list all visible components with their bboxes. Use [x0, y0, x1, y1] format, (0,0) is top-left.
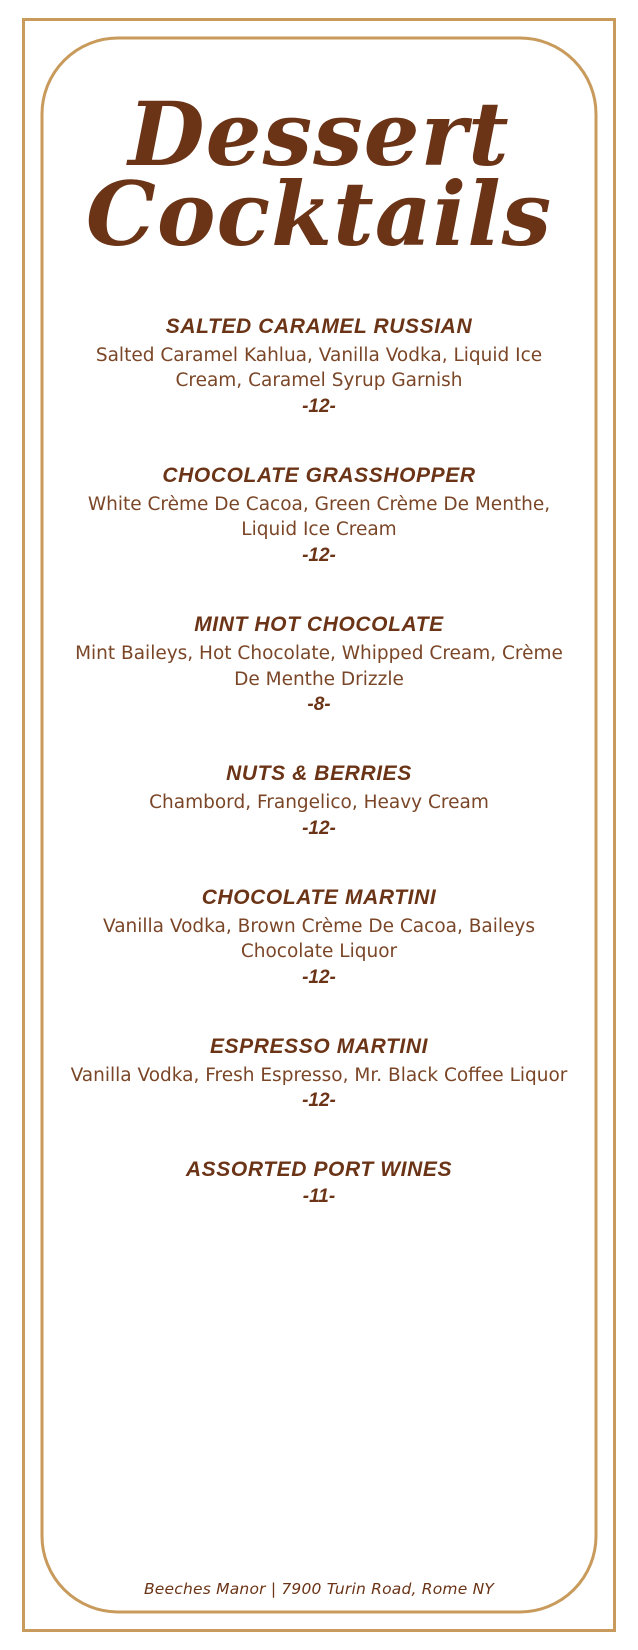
- menu-item-price: -12-: [302, 395, 336, 417]
- menu-item-description: Salted Caramel Kahlua, Vanilla Vodka, Liquid Ice Cream, Caramel Syrup Garnish: [95, 344, 543, 392]
- menu-item-description: Chambord, Frangelico, Heavy Cream: [149, 792, 489, 814]
- menu-item-price: -12-: [302, 817, 336, 839]
- menu-item-name: NUTS & BERRIES: [226, 762, 412, 786]
- menu-item-name: CHOCOLATE MARTINI: [201, 885, 437, 909]
- menu-item-price: -12-: [302, 1090, 336, 1112]
- menu-item: [60, 1035, 578, 1113]
- title-line-one: Dessert: [128, 82, 510, 186]
- menu-item-description: Mint Baileys, Hot Chocolate, Whipped Cream, Crème De Menthe Drizzle: [75, 643, 563, 690]
- menu-item: [60, 315, 578, 418]
- menu-item-price: -11-: [302, 1186, 336, 1208]
- menu-footer: Beeches Manor | 7900 Turin Road, Rome NY: [143, 1580, 495, 1598]
- menu-item-name: MINT HOT CHOCOLATE: [194, 613, 444, 636]
- page-title: [85, 82, 553, 267]
- menu-item-description: Vanilla Vodka, Brown Crème De Cacoa, Baileys Chocolate Liquor: [102, 915, 536, 963]
- menu-item: [60, 886, 578, 989]
- menu-item-name: ASSORTED PORT WINES: [185, 1158, 453, 1182]
- menu-item-name: ESPRESSO MARTINI: [209, 1034, 429, 1058]
- menu-item-description: Vanilla Vodka, Fresh Espresso, Mr. Black Coffee Liquor: [70, 1064, 568, 1086]
- menu-item-name: SALTED CARAMEL RUSSIAN: [165, 314, 473, 338]
- menu-item: [60, 464, 578, 567]
- title-line-two: Cocktails: [85, 162, 553, 267]
- menu-item-price: -8-: [307, 694, 331, 716]
- menu-item: [60, 1158, 578, 1208]
- menu-content: [60, 70, 578, 1590]
- menu-item-price: -12-: [302, 966, 336, 988]
- menu-item-price: -12-: [302, 545, 336, 566]
- menu-item: [60, 613, 578, 716]
- menu-item: [60, 762, 578, 840]
- menu-item-list: [60, 315, 578, 1208]
- menu-item-name: CHOCOLATE GRASSHOPPER: [162, 463, 476, 487]
- menu-item-description: White Crème De Cacoa, Green Crème De Menthe, Liquid Ice Cream: [87, 493, 551, 541]
